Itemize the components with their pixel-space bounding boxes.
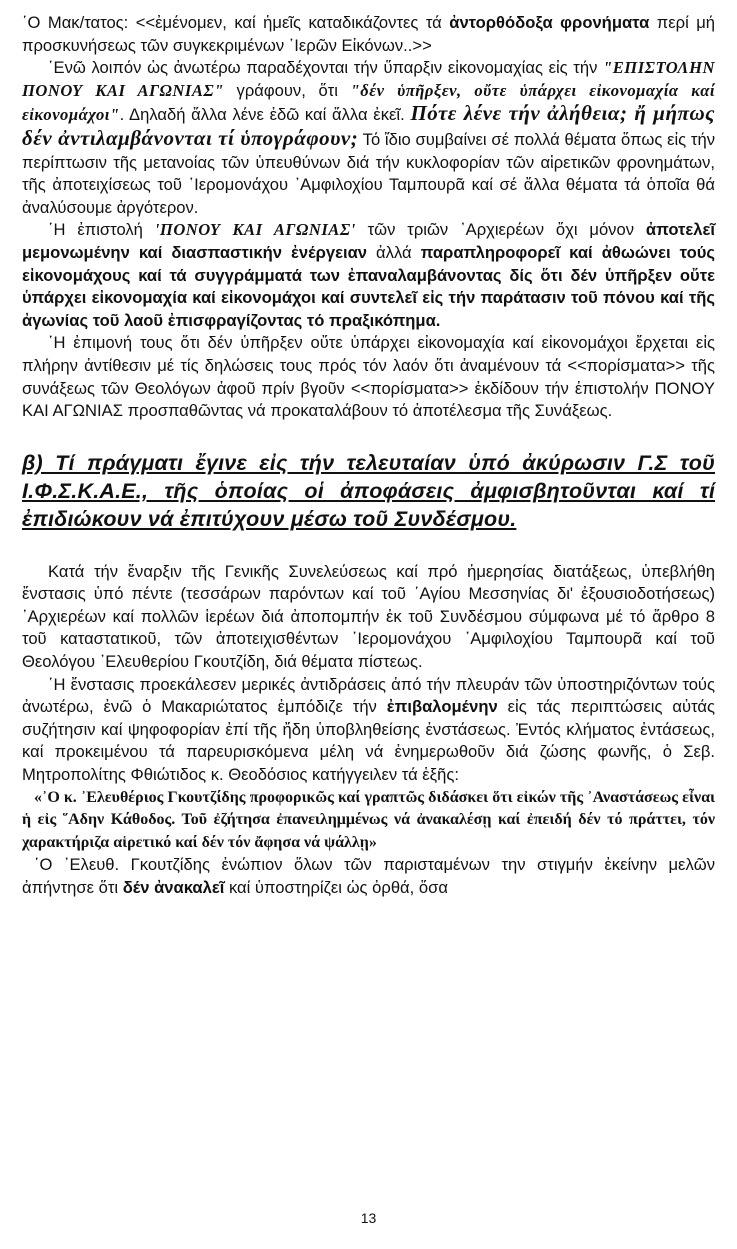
paragraph-2 (22, 57, 715, 219)
paragraph-2-text-4: Τό ἴδιο συμβαίνει σέ πολλά θέματα ὅπως εἰς τήν περίπτωσιν τῆς μετανοίας τῶν ὑπευθύνων διά τήν κυκλοφορίαν τῶν αἱρετικῶν φρονημάτων, τῆς ἀποτειχίσεως τοῦ ῾Ιερομονάχου ᾿Αμφιλοχίου Ταμπουρᾶ καί σέ ἄλλα θέματα τά ὁποῖα θά ἀναλύσουμε ἀργότερον. (22, 129, 715, 217)
paragraph-7 (22, 854, 715, 899)
paragraph-4: ῾Η ἐπιμονή τους ὅτι δέν ὑπῆρξεν οὔτε ὑπάρχει εἰκονομαχία καί εἰκονομάχοι ἔρχεται εἰς πλήρην ἀντίθεσιν μέ τίς δηλώσεις τους πρός τόν λαόν ὅτι ἀναμένουν τά <<πορίσματα>> τῆς συνάξεως τῶν Θεολόγων ἀφοῦ πρίν βγοῦν <<πορίσματα>> ἐκδίδουν τήν ἐπιστολήν ΠΟΝΟΥ ΚΑΙ ΑΓΩΝΙΑΣ προσπαθῶντας νά προκαταλάβουν τό ἀποτέλεσμα τῆς Συνάξεως. (22, 333, 715, 421)
section-heading: β) Τί πράγματι ἔγινε εἰς τήν τελευταίαν ὑπό ἀκύρωσιν Γ.Σ τοῦ Ι.Φ.Σ.Κ.Α.Ε., τῆς ὁποίας οἱ ἀποφάσεις ἀμφισβητοῦνται καί τί ἐπιδιώκουν νά ἐπιτύχουν μέσω τοῦ Συνδέσμου. (22, 450, 715, 531)
paragraph-1 (22, 12, 715, 57)
paragraph-2-text-3: . Δηλαδή ἄλλα λένε ἐδῶ καί ἄλλα ἐκεῖ. (119, 105, 411, 125)
paragraph-6-bold: ἐπιβαλομένην (386, 697, 498, 717)
document-page (22, 12, 715, 900)
paragraph-6-text-2: εἰς τάς περιπτώσεις αὐτάς συζήτησιν καί ψηφοφορίαν ἐπί τῆς ἤδη ὑποβληθείσης ἐνστάσεως. Ἐντός κλήματος ἐντάσεως, καί προκειμένου τά παρευρισκόμενα μέλη νά ἐνημερωθοῦν διά ζώσης φωνῆς, ὁ Σεβ. Μητροπολίτης Φθιώτιδος κ. Θεοδόσιος κατήγγειλεν τά ἑξῆς: (22, 697, 716, 785)
paragraph-2-letter-title: "ΕΠΙΣΤΟΛΗΝ ΠΟΝΟΥ ΚΑΙ ΑΓΩΝΙΑΣ" (22, 58, 715, 100)
paragraph-3 (22, 219, 715, 332)
paragraph-6 (22, 674, 715, 787)
paragraph-1-text: ῾Ο Μακ/τατος: <<ἐμένομεν, καί ἡμεῖς καταδικάζοντες τά (22, 13, 450, 32)
paragraph-1-text-end: περί μή προσκυνήσεως τῶν συγκεκριμένων ῾Ιερῶν Εἰκόνων..>> (22, 13, 716, 55)
paragraph-2-question: Πότε λένε τήν ἀλήθεια; ἤ μήπως δέν ἀντιλαμβάνονται τί ὑπογράφουν; (22, 101, 716, 150)
paragraph-3-text-2: τῶν τριῶν ᾿Αρχιερέων ὄχι μόνον (355, 220, 646, 240)
paragraph-6-text: ῾Η ἔνστασις προεκάλεσεν μερικές ἀντιδράσεις ἀπό τήν πλευράν τῶν ὑποστηριζόντων τούς ἀνωτέρω, ἐνῶ ὁ Μακαριώτατος ἐμπόδιζε τήν (22, 674, 715, 717)
paragraph-7-text: ῾Ο ᾿Ελευθ. Γκουτζίδης ἐνώπιον ὅλων τῶν παρισταμένων την στιγμήν ἐκείνην μελῶν ἀπήντησε ὅτι (22, 855, 715, 897)
paragraph-3-text-3: ἀλλά (367, 242, 421, 262)
paragraph-7-text-2: καί ὑποστηρίζει ὡς ὀρθά, ὅσα (224, 878, 448, 897)
paragraph-3-letter-title: 'ΠΟΝΟΥ ΚΑΙ ΑΓΩΝΙΑΣ' (154, 220, 356, 240)
quotation: «᾿Ο κ. ᾿Ελευθέριος Γκουτζίδης προφορικῶς καί γραπτῶς διδάσκει ὅτι εἰκών τῆς ᾿Αναστάσεως εἶναι ἡ εἰς ῞Αδην Κάθοδος. Τοῦ ἐζήτησα ἐπανειλημμένως νά ἀνακαλέσῃ καί ἐπειδή δέν τό πράττει, τόν χαρακτήριζα αἱρετικό καί δέν τόν ἄφησα νά ψάλλῃ» (22, 788, 715, 851)
paragraph-3-text: ῾Η ἐπιστολή (48, 220, 155, 240)
spacer (22, 533, 715, 561)
paragraph-1-bold: ἀντορθόδοξα φρονήματα (449, 13, 650, 32)
paragraph-3-bold-2: παραπληροφορεῖ καί ἀθωώνει τούς εἰκονομάχους καί τά συγγράμματά των ἐπαναλαμβάνοντας δίς ὅτι δέν ὑπῆρξεν οὔτε ὑπάρχει εἰκονομαχία καί εἰκονομάχοι καί συντελεῖ εἰς τήν παράτασιν τοῦ πόνου καί τῆς ἀγωνίας τοῦ λαοῦ ἐπισφραγίζοντας τό πραξικόπημα. (22, 242, 715, 330)
paragraph-3-bold-1: ἀποτελεῖ μεμονωμένην καί διασπαστικήν ἐνέργειαν (22, 220, 716, 262)
paragraph-2-quote: "δέν ὑπῆρξεν, οὔτε ὑπάρχει εἰκονομαχία καί εἰκονομάχοι" (22, 80, 715, 125)
paragraph-2-text-2: γράφουν, ὅτι (223, 80, 351, 100)
paragraph-2-text: ῾Ενῶ λοιπόν ὡς ἀνωτέρω παραδέχονται τήν ὕπαρξιν εἰκονομαχίας εἰς τήν (48, 58, 604, 78)
paragraph-7-bold: δέν ἀνακαλεῖ (122, 878, 225, 897)
paragraph-5: Κατά τήν ἔναρξιν τῆς Γενικῆς Συνελεύσεως καί πρό ἡμερησίας διατάξεως, ὑπεβλήθη ἔνστασις ὑπό πέντε (τεσσάρων παρόντων καί τοῦ ῾Αγίου Μεσσηνίας δι' ἐξουσιοδοτήσεως) ᾿Αρχιερέων καί πολλῶν ἱερέων διά ἀποπομπήν ἐκ τοῦ Συνδέσμου σύμφωνα μέ τό ἄρθρο 8 τοῦ καταστατικοῦ, τῶν ἀποτειχισθέντων ῾Ιερομονάχου ᾿Αμφιλοχίου Ταμπουρᾶ καί τοῦ Θεολόγου ᾿Ελευθερίου Γκουτζίδη, διά θέματα πίστεως. (22, 561, 715, 672)
page-number: 13 (360, 1210, 377, 1226)
